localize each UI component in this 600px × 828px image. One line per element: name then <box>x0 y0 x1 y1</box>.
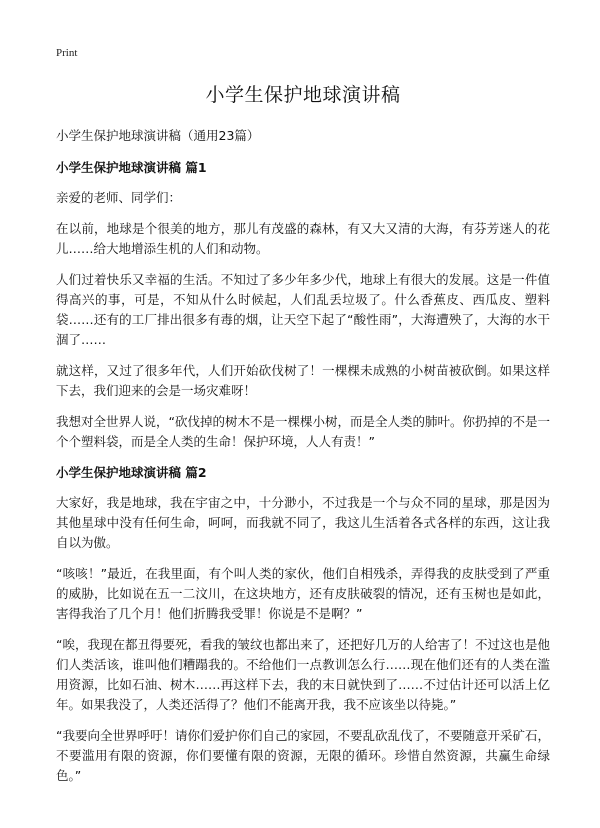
paragraph: 我想对全世界人说，“砍伐掉的树木不是一棵棵小树，而是全人类的肺叶。你扔掉的不是一个个塑料袋，而是全人类的生命！保护环境，人人有责！” <box>56 414 550 449</box>
paragraph: “咳咳！”最近，在我里面，有个叫人类的家伙，他们自相残杀，弄得我的皮肤受到了严重的威胁，比如说在五一二汶川，在这块地方，还有皮肤破裂的情况，还有玉树也是如此，害得我治了几个月！他们折腾我受罪！你说是不是啊？” <box>56 566 550 621</box>
section-heading-2: 小学生保护地球演讲稿 篇2 <box>56 465 207 480</box>
paragraph: 大家好，我是地球，我在宇宙之中，十分渺小，不过我是一个与众不同的星球，那是因为其他星球中没有任何生命，呵呵，而我就不同了，我这儿生活着各式各样的东西，这让我自以为傲。 <box>56 495 550 550</box>
document-subtitle: 小学生保护地球演讲稿（通用23篇） <box>56 128 260 143</box>
paragraph: 亲爱的老师、同学们： <box>56 190 182 205</box>
paragraph: 就这样，又过了很多年代，人们开始砍伐树了！一棵棵未成熟的小树苗被砍倒。如果这样下去，我们迎来的会是一场灾难呀！ <box>56 363 550 398</box>
print-link[interactable]: Print <box>56 47 78 59</box>
page-title: 小学生保护地球演讲稿 <box>205 84 401 106</box>
paragraph: “唉，我现在都丑得要死，看我的皱纹也都出来了，还把好几万的人给害了！不过这也是他们人类活该，谁叫他们糟蹋我的。不给他们一点教训怎么行……现在他们还有的人类在滥用资源，比如石油、树木……再这样下去，我的末日就快到了……不过估计还可以活上亿年。如果我没了，人类还活得了？他们不能离开我，我不应该坐以待毙。” <box>56 637 550 712</box>
paragraph: 人们过着快乐又幸福的生活。不知过了多少年多少代，地球上有很大的发展。这是一件值得高兴的事，可是，不知从什么时候起，人们乱丢垃圾了。什么香蕉皮、西瓜皮、塑料袋……还有的工厂排出很多有毒的烟，让天空下起了“酸性雨”，大海遭殃了，大海的水干涸了…… <box>56 272 550 347</box>
paragraph: “我要向全世界呼吁！请你们爱护你们自己的家园，不要乱砍乱伐了，不要随意开采矿石，不要滥用有限的资源，你们要懂有限的资源，无限的循环。珍惜自然资源，共赢生命绿色。” <box>56 728 550 783</box>
paragraph: 在以前，地球是个很美的地方，那儿有茂盛的森林，有又大又清的大海，有芬芳迷人的花儿……给大地增添生机的人们和动物。 <box>56 221 550 256</box>
section-heading-1: 小学生保护地球演讲稿 篇1 <box>56 160 207 175</box>
